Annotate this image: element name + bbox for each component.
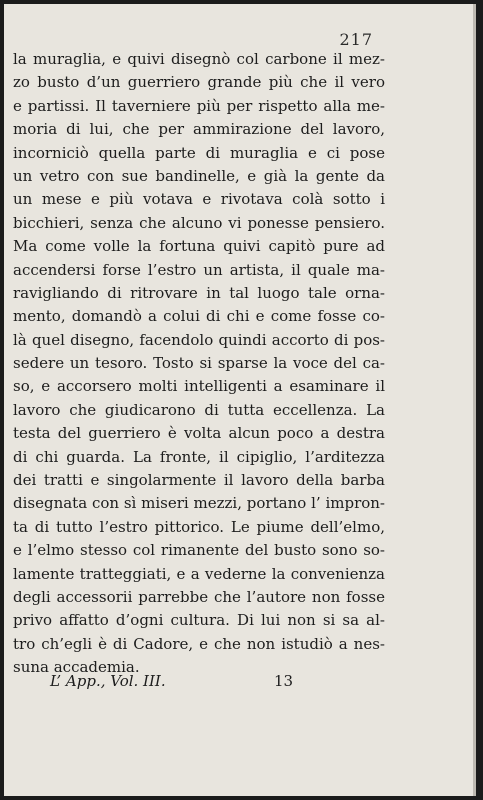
text-line: accendersi forse l’estro un artista, il quale ma- bbox=[13, 260, 385, 279]
text-line: ta di tutto l’estro pittorico. Le piume dell’elmo, bbox=[13, 517, 385, 536]
text-line: mento, domandò a colui di chi e come fosse co- bbox=[13, 307, 385, 326]
text-line: di chi guarda. La fronte, il cipiglio, l’arditezza bbox=[13, 447, 385, 466]
text-line: là quel disegno, facendolo quindi accorto di pos- bbox=[13, 330, 385, 349]
text-line: un vetro con sue bandinelle, e già la gente da bbox=[13, 166, 385, 185]
text-line: e l’elmo stesso col rimanente del busto sono so- bbox=[13, 541, 385, 560]
text-line: la muraglia, e quivi disegnò col carbone il mez- bbox=[13, 50, 385, 68]
text-line: zo busto d’un guerriero grande più che il vero bbox=[13, 73, 385, 92]
text-line: testa del guerriero è volta alcun poco a destra bbox=[13, 424, 385, 443]
text-line: Ma come volle la fortuna quivi capitò pure ad bbox=[13, 237, 385, 256]
sheet-number: 13 bbox=[274, 672, 294, 690]
text-line: degli accessorii parrebbe che l’autore non fosse bbox=[13, 587, 385, 606]
text-line: dei tratti e singolarmente il lavoro della barba bbox=[13, 471, 385, 490]
text-line: un mese e più votava e rivotava colà sotto i bbox=[13, 190, 385, 209]
text-line: lavoro che giudicarono di tutta eccellenza. La bbox=[13, 400, 385, 419]
text-line: incorniciò quella parte di muraglia e ci pose bbox=[13, 143, 385, 162]
text-line: e partissi. Il taverniere più per rispetto alla me- bbox=[13, 96, 385, 115]
text-line: ravigliando di ritrovare in tal luogo tale orna- bbox=[13, 283, 385, 302]
volume-signature: L’ App., Vol. III. bbox=[50, 672, 166, 690]
text-line: bicchieri, senza che alcuno vi ponesse pensiero. bbox=[13, 213, 385, 232]
text-line: moria di lui, che per ammirazione del lavoro, bbox=[13, 120, 385, 139]
text-line: so, e accorsero molti intelligenti a esaminare il bbox=[13, 377, 385, 396]
text-line: sedere un tesoro. Tosto si sparse la voce del ca- bbox=[13, 354, 385, 373]
text-line: disegnata con sì miseri mezzi, portano l’ impron- bbox=[13, 494, 385, 513]
text-line: privo affatto d’ogni cultura. Di lui non si sa al- bbox=[13, 611, 385, 630]
body-text bbox=[13, 48, 385, 680]
text-line: lamente tratteggiati, e a vederne la convenienza bbox=[13, 564, 385, 583]
text-line: tro ch’egli è di Cadore, e che non istudiò a nes- bbox=[13, 634, 385, 653]
page-footer bbox=[50, 672, 350, 690]
text-line: suna accademia. bbox=[13, 658, 140, 677]
page-number: 217 bbox=[339, 30, 373, 49]
book-page bbox=[4, 4, 476, 796]
